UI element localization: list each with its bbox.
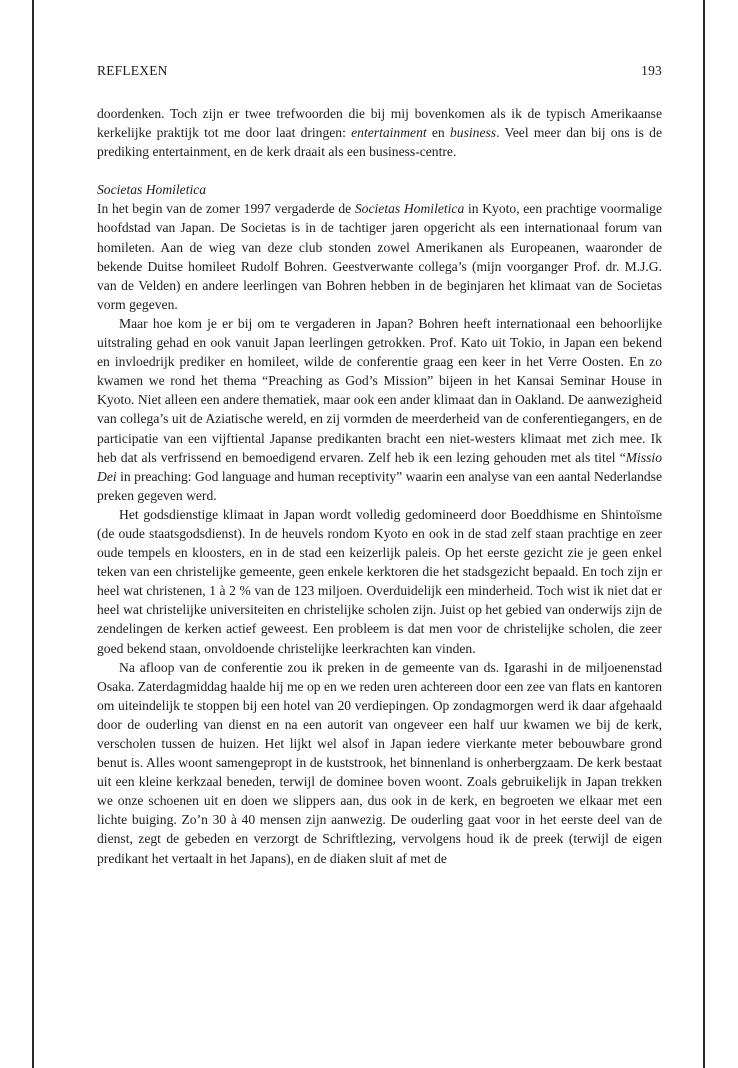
scan-binding-edge-right [703,0,705,1068]
running-header [97,63,662,79]
paragraph-continuation: doordenken. Toch zijn er twee trefwoorden die bij mij bovenkomen als ik de typisch Amerikaanse kerkelijke praktijk tot me door laat dringen: entertainment en business. Veel meer dan bij ons is de prediking entertainment, en de kerk draait als een business-centre. [97,106,662,160]
section-title: Societas Homiletica [97,182,207,198]
paragraph-1: In het begin van de zomer 1997 vergaderde de Societas Homiletica in Kyoto, een prachtige voormalige hoofdstad van Japan. De Societas is in de tachtiger jaren opgericht als een internationaal forum van homileten. Aan de wieg van deze club stonden zowel Amerikanen als Europeanen, waaronder de bekende Duitse homileet Rudolf Bohren. Geestverwante collega’s (mijn voorganger Prof. dr. M.J.G. van de Velden) en andere leerlingen van Bohren hebben in de beginjaren het klimaat van de Societas vorm gegeven. [97,201,662,312]
paragraph-3: Het godsdienstige klimaat in Japan wordt volledig gedomineerd door Boeddhisme en Shintoïsme (de oude staatsgodsdienst). In de heuvels rondom Kyoto en ook in de stad zelf staan prachtige en zeer oude tempels en kloosters, en in de stad een keizerlijk paleis. Op het eerste gezicht zie je geen enkel teken van een christelijke gemeente, geen enkele kerktoren die het stadsgezicht bepaald. En toch zijn er heel wat christenen, 1 à 2 % van de 123 miljoen. Overduidelijk een minderheid. Toch wist ik niet dat er heel wat christelijke universiteiten en christelijke scholen zijn. Juist op het gebied van onderwijs zijn de zendelingen de kerken actief geweest. Een probleem is dat men voor de christelijke scholen, die zeer goed bekend staan, onvoldoende christelijke leerkrachten kan vinden. [97,506,662,656]
paragraph-2: Maar hoe kom je er bij om te vergaderen in Japan? Bohren heeft internationaal een behoorlijke uitstraling gehad en ook vanuit Japan leerlingen getrokken. Prof. Kato uit Tokio, in Japan een bekend en invloedrijk prediker en homileet, wilde de conferentie graag een keer in het Verre Oosten. En zo kwamen we rond het thema “Preaching as God’s Mission” bijeen in het Kansai Seminar House in Kyoto. Niet alleen een andere thematiek, maar ook een ander klimaat dan in Oakland. De aanwezigheid van collega’s uit de Aziatische wereld, en zij vormden de meerderheid van de conferentiegangers, en de participatie van een vijftiental Japanse predikanten bracht een niet-westers klimaat met zich mee. Ik heb dat als verfrissend en bemoedigend ervaren. Zelf heb ik een lezing gehouden met als titel “Missio Dei in preaching: God language and human receptivity” waarin een analyse van een aantal Nederlandse preken gegeven werd. [97,315,662,503]
running-title: REFLEXEN [97,63,168,78]
scan-binding-edge-left [32,0,34,1068]
paragraph-4: Na afloop van de conferentie zou ik preken in de gemeente van ds. Igarashi in de miljoenenstad Osaka. Zaterdagmiddag haalde hij me op en we reden uren achtereen door een zee van flats en kantoren om uiteindelijk te stoppen bij een hotel van 20 verdiepingen. Op zondagmorgen werd ik daar afgehaald door de ouderling van dienst en na een autorit van ongeveer een half uur kwamen we bij de kerk, verscholen tussen de huizen. Het lijkt wel alsof in Japan iedere vierkante meter bebouwbare grond benut is. Alles woont samengepropt in de kuststrook, het binnenland is onherbergzaam. De kerk bestaat uit een kleine kerkzaal beneden, terwijl de dominee boven woont. Zoals gebruikelijk in Japan trekken we onze schoenen uit en doen we slippers aan, dus ook in de kerk, en begroeten we elkaar met een lichte buiging. Zo’n 30 à 40 mensen zijn aanwezig. De ouderling gaat voor in het eerste deel van de dienst, zegt de gebeden en verzorgt de Schriftlezing, vervolgens houd ik de preek (terwijl de eigen predikant het vertaalt in het Japans), en de diaken sluit af met de [97,659,662,866]
section-spacer [97,161,662,180]
body-text [97,104,662,868]
page-number: 193 [641,63,662,78]
